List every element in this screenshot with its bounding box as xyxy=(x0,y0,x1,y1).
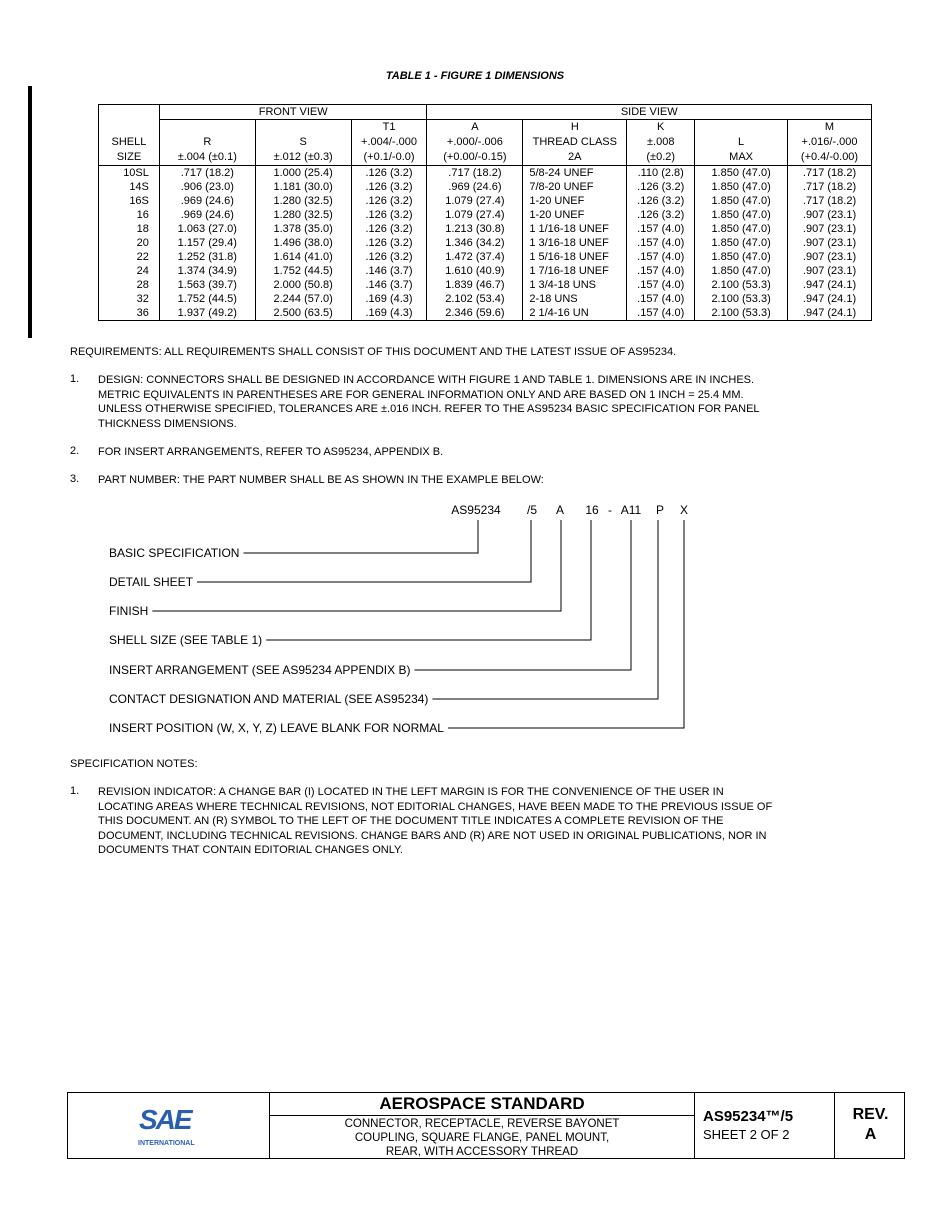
table-cell: 14S xyxy=(99,180,160,194)
table-cell: .157 (4.0) xyxy=(627,306,695,321)
table-cell: 1-20 UNEF xyxy=(523,194,627,208)
table-cell: .126 (3.2) xyxy=(351,250,427,264)
col-header: S ±.012 (±0.3) xyxy=(255,120,351,166)
table-row xyxy=(99,194,872,208)
table-cell: .110 (2.8) xyxy=(627,166,695,181)
table-cell: .126 (3.2) xyxy=(351,194,427,208)
table-cell: .907 (23.1) xyxy=(788,236,872,250)
part-code: AS95234 xyxy=(451,503,501,517)
table-row xyxy=(99,180,872,194)
table-cell: .126 (3.2) xyxy=(351,166,427,181)
table-cell: 10SL xyxy=(99,166,160,181)
table-cell: .969 (24.6) xyxy=(427,180,523,194)
part-label: BASIC SPECIFICATION xyxy=(109,546,240,560)
table-cell: 2.100 (53.3) xyxy=(695,278,788,292)
part-code: A11 xyxy=(620,503,642,517)
part-label: INSERT POSITION (W, X, Y, Z) LEAVE BLANK FOR NORMAL xyxy=(109,721,444,735)
note-number: 1. xyxy=(70,785,80,797)
table-cell: 2.102 (53.4) xyxy=(427,292,523,306)
table-cell: 1.000 (25.4) xyxy=(255,166,351,181)
table-cell: 24 xyxy=(99,264,160,278)
col-header: K ±.008 (±0.2) xyxy=(627,120,695,166)
table-cell: 1.850 (47.0) xyxy=(695,166,788,181)
item-number: 2. xyxy=(70,445,80,457)
table-cell: 1 3/4-18 UNS xyxy=(523,278,627,292)
table-cell: .157 (4.0) xyxy=(627,236,695,250)
table-title: TABLE 1 - FIGURE 1 DIMENSIONS xyxy=(385,70,565,82)
document-number: AS95234™/5 xyxy=(703,1108,794,1125)
table-cell: .157 (4.0) xyxy=(627,292,695,306)
table-cell: .146 (3.7) xyxy=(351,278,427,292)
group-header-side-view: SIDE VIEW xyxy=(427,105,872,120)
table-cell: 1.850 (47.0) xyxy=(695,250,788,264)
title-block-description-cell xyxy=(270,1093,695,1158)
table-cell: .717 (18.2) xyxy=(788,180,872,194)
table-cell: .717 (18.2) xyxy=(788,166,872,181)
leader-line xyxy=(432,520,658,699)
spec-notes-heading: SPECIFICATION NOTES: xyxy=(70,758,198,770)
table-cell: 1 1/16-18 UNEF xyxy=(523,222,627,236)
table-cell: 1.610 (40.9) xyxy=(427,264,523,278)
table-cell: 2.500 (63.5) xyxy=(255,306,351,321)
title-block-rev-cell xyxy=(835,1093,906,1158)
dimensions-table xyxy=(98,104,872,321)
table-cell: 1.181 (30.0) xyxy=(255,180,351,194)
table-cell: 1.079 (27.4) xyxy=(427,194,523,208)
item-number: 3. xyxy=(70,473,80,485)
table-cell: 1.937 (49.2) xyxy=(159,306,255,321)
revision-value: A xyxy=(864,1126,877,1143)
table-cell: 1 5/16-18 UNEF xyxy=(523,250,627,264)
table-cell: .126 (3.2) xyxy=(351,236,427,250)
table-cell: 1.063 (27.0) xyxy=(159,222,255,236)
table-cell: 32 xyxy=(99,292,160,306)
table-cell: 2.244 (57.0) xyxy=(255,292,351,306)
table-cell: .947 (24.1) xyxy=(788,292,872,306)
table-cell: 20 xyxy=(99,236,160,250)
table-cell: 1.614 (41.0) xyxy=(255,250,351,264)
col-header: M +.016/-.000 (+0.4/-0.00) xyxy=(788,120,872,166)
col-header: L MAX xyxy=(695,120,788,166)
table-cell: 1-20 UNEF xyxy=(523,208,627,222)
table-cell: 18 xyxy=(99,222,160,236)
table-cell: 1.850 (47.0) xyxy=(695,222,788,236)
table-cell: .157 (4.0) xyxy=(627,264,695,278)
table-cell: 28 xyxy=(99,278,160,292)
table-cell: 1.563 (39.7) xyxy=(159,278,255,292)
table-cell: 1.346 (34.2) xyxy=(427,236,523,250)
table-cell: .907 (23.1) xyxy=(788,222,872,236)
table-cell: 1.850 (47.0) xyxy=(695,208,788,222)
title-block-doc-cell xyxy=(695,1093,835,1158)
table-cell: .169 (4.3) xyxy=(351,306,427,321)
part-code: 16 xyxy=(585,503,599,517)
part-label: SHELL SIZE (SEE TABLE 1) xyxy=(109,633,263,647)
table-cell: 16S xyxy=(99,194,160,208)
table-cell: .169 (4.3) xyxy=(351,292,427,306)
table-cell: .146 (3.7) xyxy=(351,264,427,278)
table-cell: 2 1/4-16 UN xyxy=(523,306,627,321)
col-header: H THREAD CLASS 2A xyxy=(523,120,627,166)
table-cell: 36 xyxy=(99,306,160,321)
table-row xyxy=(99,166,872,181)
title-block-logo-cell xyxy=(68,1093,270,1158)
table-cell: .126 (3.2) xyxy=(351,208,427,222)
item-text: DESIGN: CONNECTORS SHALL BE DESIGNED IN ACCORDANCE WITH FIGURE 1 AND TABLE 1. DIMENSIONS ARE IN INCHES. METRIC EQUIVALENTS IN PARENTHESES ARE FOR GENERAL INFORMATION ONLY AND ARE BASED ON 1 INCH = 25.4 MM. UNLESS OTHERWISE SPECIFIED, TOLERANCES ARE ±.016 INCH. REFER TO THE AS95234 BASIC SPECIFICATION FOR PANEL THICKNESS DIMENSIONS. xyxy=(98,374,760,430)
table-cell: .947 (24.1) xyxy=(788,278,872,292)
table-row xyxy=(99,208,872,222)
table-cell: .157 (4.0) xyxy=(627,222,695,236)
table-cell: .907 (23.1) xyxy=(788,208,872,222)
part-code: A xyxy=(555,503,565,517)
note-text: REVISION INDICATOR: A CHANGE BAR (I) LOCATED IN THE LEFT MARGIN IS FOR THE CONVENIENCE OF THE USER IN LOCATING AREAS WHERE TECHNICAL REVISIONS, NOT EDITORIAL CHANGES, HAVE BEEN MADE TO THE PREVIOUS ISSUE OF THIS DOCUMENT. AN (R) SYMBOL TO THE LEFT OF THE DOCUMENT TITLE INDICATES A COMPLETE REVISION OF THE DOCUMENT, INCLUDING TECHNICAL REVISIONS. CHANGE BARS AND (R) ARE NOT USED IN ORIGINAL PUBLICATIONS, NOR IN DOCUMENTS THAT CONTAIN EDITORIAL CHANGES ONLY. xyxy=(98,786,773,856)
table-cell: .126 (3.2) xyxy=(627,180,695,194)
leader-line xyxy=(414,520,631,670)
table-body xyxy=(99,166,872,321)
table-cell: .717 (18.2) xyxy=(427,166,523,181)
table-cell: 1.157 (29.4) xyxy=(159,236,255,250)
title-block xyxy=(67,1092,905,1159)
leader-line xyxy=(152,520,561,611)
part-label: CONTACT DESIGNATION AND MATERIAL (SEE AS95234) xyxy=(109,692,429,706)
table-cell: .157 (4.0) xyxy=(627,278,695,292)
revision-label: REV. A xyxy=(852,1106,889,1143)
table-cell: .969 (24.6) xyxy=(159,194,255,208)
col-header: A +.000/-.006 (+0.00/-0.15) xyxy=(427,120,523,166)
table-row xyxy=(99,222,872,236)
table-row xyxy=(99,264,872,278)
table-cell: 1.374 (34.9) xyxy=(159,264,255,278)
col-header: R ±.004 (±0.1) xyxy=(159,120,255,166)
table-cell: 2-18 UNS xyxy=(523,292,627,306)
table-cell: 1.079 (27.4) xyxy=(427,208,523,222)
table-cell: 1 3/16-18 UNEF xyxy=(523,236,627,250)
table-cell: 1.850 (47.0) xyxy=(695,264,788,278)
table-cell: .157 (4.0) xyxy=(627,250,695,264)
table-cell: 1.213 (30.8) xyxy=(427,222,523,236)
table-cell: 1.752 (44.5) xyxy=(255,264,351,278)
table-cell: 2.100 (53.3) xyxy=(695,306,788,321)
table-cell: .126 (3.2) xyxy=(351,180,427,194)
table-cell: 1.280 (32.5) xyxy=(255,208,351,222)
part-label: DETAIL SHEET xyxy=(109,575,194,589)
item-text: FOR INSERT ARRANGEMENTS, REFER TO AS95234, APPENDIX B. xyxy=(98,446,444,458)
table-cell: 1.280 (32.5) xyxy=(255,194,351,208)
table-cell: 1.472 (37.4) xyxy=(427,250,523,264)
part-label: FINISH xyxy=(109,604,149,618)
table-cell: .126 (3.2) xyxy=(351,222,427,236)
part-code: P xyxy=(655,503,665,517)
table-row xyxy=(99,278,872,292)
requirements-text: REQUIREMENTS: ALL REQUIREMENTS SHALL CONSIST OF THIS DOCUMENT AND THE LATEST ISSUE OF AS95234. xyxy=(70,346,677,358)
svg-text:INTERNATIONAL: INTERNATIONAL xyxy=(138,1140,195,1147)
table-cell: .947 (24.1) xyxy=(788,306,872,321)
table-cell: 7/8-20 UNEF xyxy=(523,180,627,194)
table-cell: .907 (23.1) xyxy=(788,250,872,264)
table-cell: 16 xyxy=(99,208,160,222)
table-cell: 1 7/16-18 UNEF xyxy=(523,264,627,278)
table-cell: .126 (3.2) xyxy=(627,208,695,222)
table-cell: 22 xyxy=(99,250,160,264)
table-cell: 1.752 (44.5) xyxy=(159,292,255,306)
svg-text:SAE: SAE xyxy=(139,1104,191,1135)
part-label: INSERT ARRANGEMENT (SEE AS95234 APPENDIX B) xyxy=(109,663,411,677)
item-number: 1. xyxy=(70,373,80,385)
table-row xyxy=(99,306,872,321)
table-cell: .906 (23.0) xyxy=(159,180,255,194)
table-cell: 1.850 (47.0) xyxy=(695,194,788,208)
table-row xyxy=(99,250,872,264)
leader-line xyxy=(197,520,531,582)
table-cell: 2.000 (50.8) xyxy=(255,278,351,292)
table-cell: 1.839 (46.7) xyxy=(427,278,523,292)
col-header-shell-size: SHELL SIZE xyxy=(99,105,160,166)
table-cell: 1.496 (38.0) xyxy=(255,236,351,250)
group-header-front-view: FRONT VIEW xyxy=(159,105,427,120)
change-bar xyxy=(28,86,32,338)
standard-heading: AEROSPACE STANDARD xyxy=(270,1093,694,1116)
table-cell: .969 (24.6) xyxy=(159,208,255,222)
table-cell: .126 (3.2) xyxy=(627,194,695,208)
sheet-number: SHEET 2 OF 2 xyxy=(703,1127,790,1142)
leader-line xyxy=(448,520,684,728)
table-row xyxy=(99,236,872,250)
table-row xyxy=(99,292,872,306)
table-cell: 2.100 (53.3) xyxy=(695,292,788,306)
item-text: PART NUMBER: THE PART NUMBER SHALL BE AS SHOWN IN THE EXAMPLE BELOW: xyxy=(98,474,544,486)
table-cell: .717 (18.2) xyxy=(788,194,872,208)
table-cell: 1.850 (47.0) xyxy=(695,180,788,194)
part-code: /5 xyxy=(526,503,538,517)
table-cell: 1.252 (31.8) xyxy=(159,250,255,264)
table-cell: 1.850 (47.0) xyxy=(695,236,788,250)
part-code: - xyxy=(608,503,612,517)
table-cell: 1.378 (35.0) xyxy=(255,222,351,236)
table-cell: 5/8-24 UNEF xyxy=(523,166,627,181)
table-cell: .717 (18.2) xyxy=(159,166,255,181)
table-cell: 2.346 (59.6) xyxy=(427,306,523,321)
table-cell: .907 (23.1) xyxy=(788,264,872,278)
leader-line xyxy=(243,520,478,553)
standard-description: CONNECTOR, RECEPTACLE, REVERSE BAYONET COUPLING, SQUARE FLANGE, PANEL MOUNT, REAR, WITH ACCESSORY THREAD xyxy=(344,1118,620,1158)
leader-line xyxy=(266,520,591,640)
part-code: X xyxy=(679,503,689,517)
sae-logo xyxy=(138,1099,202,1149)
col-header: T1 +.004/-.000 (+0.1/-0.0) xyxy=(351,120,427,166)
